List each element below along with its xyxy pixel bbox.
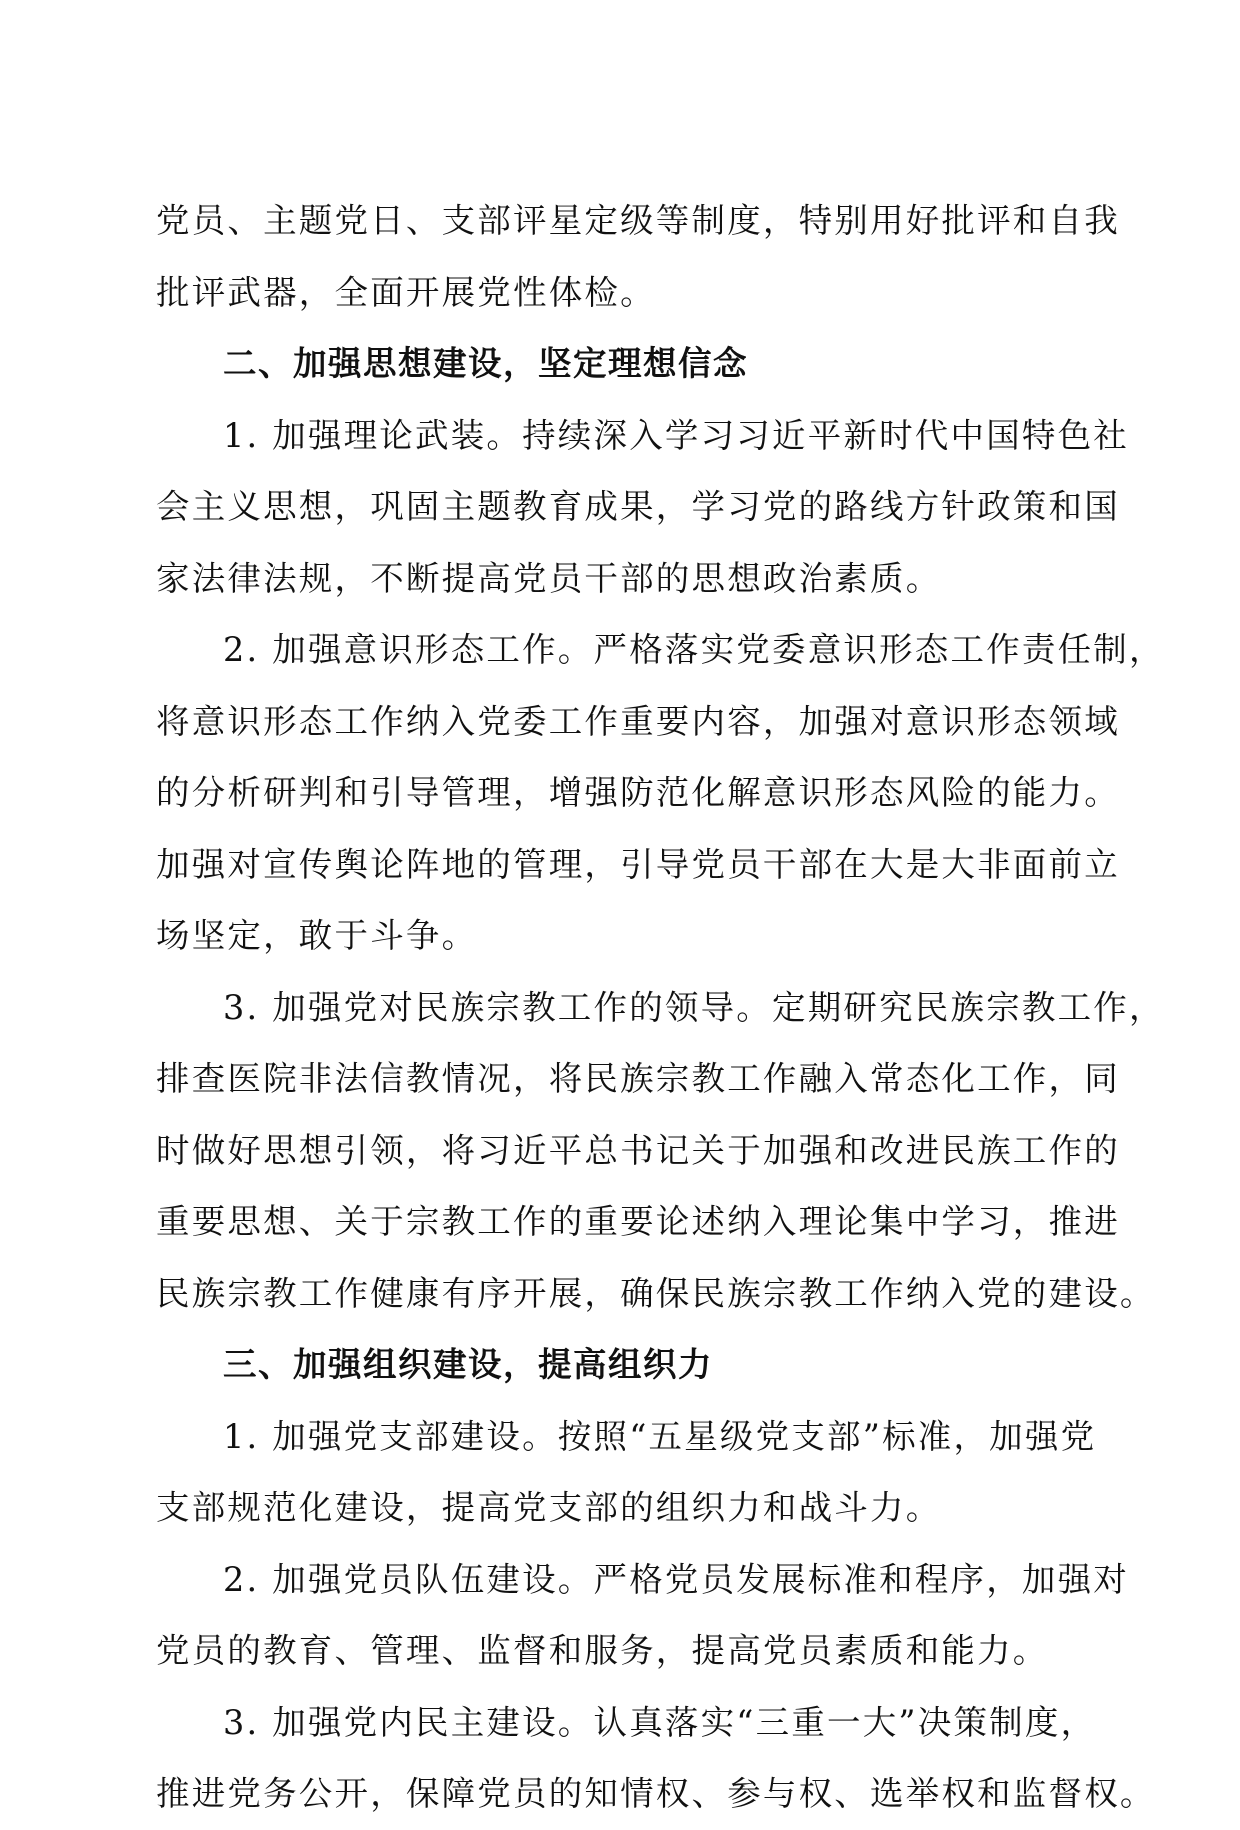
section-heading: 二、加强思想建设，坚定理想信念 (223, 344, 748, 383)
paragraph-line: 1. 加强党支部建设。按照“五星级党支部”标准，加强党 (223, 1416, 1097, 1456)
paragraph-line: 加强对宣传舆论阵地的管理，引导党员干部在大是大非面前立 (156, 844, 1120, 884)
paragraph-line: 民族宗教工作健康有序开展，确保民族宗教工作纳入党的建设。 (156, 1273, 1156, 1313)
paragraph-line: 的分析研判和引导管理，增强防范化解意识形态风险的能力。 (156, 773, 1120, 812)
paragraph-line: 推进党务公开，保障党员的知情权、参与权、选举权和监督权。 (156, 1774, 1156, 1813)
paragraph-line: 批评武器，全面开展党性体检。 (156, 272, 656, 312)
paragraph-line: 2. 加强党员队伍建设。严格党员发展标准和程序，加强对 (223, 1559, 1130, 1599)
paragraph-line: 将意识形态工作纳入党委工作重要内容，加强对意识形态领域 (156, 701, 1120, 741)
paragraph-line: 3. 加强党对民族宗教工作的领导。定期研究民族宗教工作， (223, 987, 1165, 1027)
paragraph-line: 党员的教育、管理、监督和服务，提高党员素质和能力。 (156, 1631, 1049, 1670)
paragraph-line: 会主义思想，巩固主题教育成果，学习党的路线方针政策和国 (156, 487, 1120, 526)
paragraph-line: 2. 加强意识形态工作。严格落实党委意识形态工作责任制， (223, 630, 1165, 669)
section-heading: 三、加强组织建设，提高组织力 (223, 1345, 713, 1384)
paragraph-line: 3. 加强党内民主建设。认真落实“三重一大”决策制度， (223, 1702, 1097, 1742)
paragraph-line: 重要思想、关于宗教工作的重要论述纳入理论集中学习，推进 (156, 1202, 1120, 1241)
paragraph-line: 1. 加强理论武装。持续深入学习习近平新时代中国特色社 (223, 415, 1130, 455)
paragraph-line: 党员、主题党日、支部评星定级等制度，特别用好批评和自我 (156, 201, 1120, 240)
paragraph-line: 家法律法规，不断提高党员干部的思想政治素质。 (156, 558, 942, 598)
paragraph-line: 排查医院非法信教情况，将民族宗教工作融入常态化工作，同 (156, 1059, 1120, 1098)
document-page (156, 185, 1165, 1830)
paragraph-line: 场坚定，敢于斗争。 (156, 916, 478, 955)
paragraph-line: 时做好思想引领，将习近平总书记关于加强和改进民族工作的 (156, 1130, 1120, 1170)
paragraph-line: 支部规范化建设，提高党支部的组织力和战斗力。 (156, 1488, 942, 1527)
